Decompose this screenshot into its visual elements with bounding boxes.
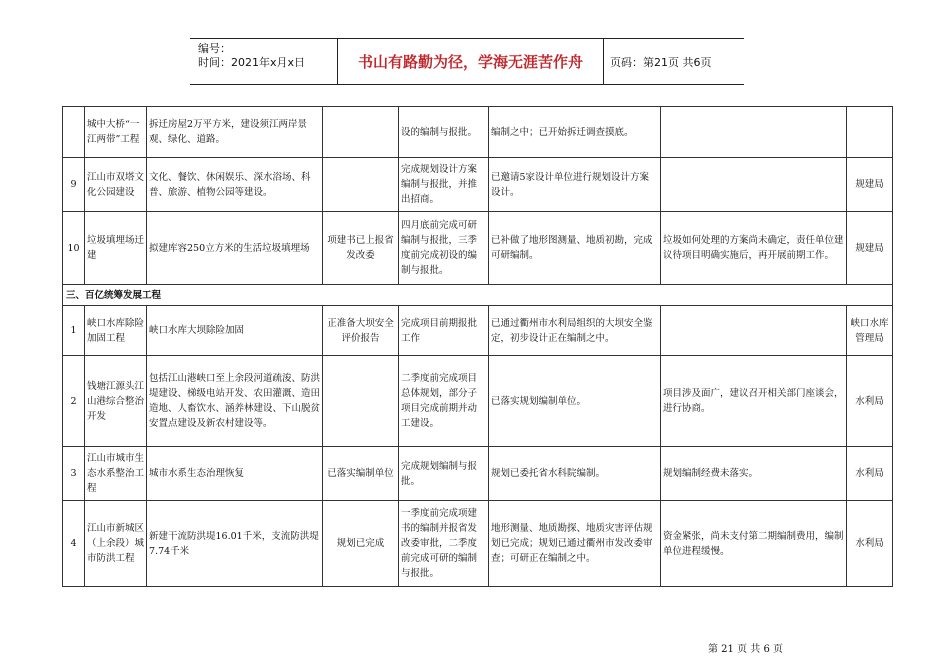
cell-content: 城市水系生态治理恢复 (147, 447, 323, 501)
cell-c8: 水利局 (847, 447, 893, 501)
project-table (62, 106, 893, 587)
header-motto: 书山有路勤为径，学海无涯苦作舟 (338, 39, 604, 84)
cell-c8: 峡口水库管理局 (847, 306, 893, 356)
cell-name: 钱塘江源头江山港综合整治开发 (85, 356, 147, 447)
cell-c4 (323, 107, 399, 158)
time-label: 时间：2021年x月x日 (198, 56, 306, 69)
cell-c7: 项目涉及面广，建议召开相关部门座谈会，进行协商。 (661, 356, 847, 447)
cell-c8: 水利局 (847, 356, 893, 447)
cell-no: 1 (63, 306, 85, 356)
cell-c6: 已落实规划编制单位。 (489, 356, 661, 447)
cell-c4: 正准备大坝安全评价报告 (323, 306, 399, 356)
table-row (63, 356, 893, 447)
header-meta (190, 39, 338, 84)
cell-c6: 已邀请5家设计单位进行规划设计方案设计。 (489, 158, 661, 212)
cell-c5: 一季度前完成项建书的编制并报省发改委审批，二季度前完成可研的编制与报批。 (399, 501, 489, 587)
cell-content: 新建干流防洪堤16.01千米，支流防洪堤7.74千米 (147, 501, 323, 587)
cell-c7 (661, 107, 847, 158)
cell-name: 江山市双塔文化公园建设 (85, 158, 147, 212)
cell-name: 峡口水库除险加固工程 (85, 306, 147, 356)
table-row (63, 501, 893, 587)
page-header (190, 38, 744, 85)
cell-c6: 地形测量、地质勘探、地质灾害评估规划已完成；规划已通过衢州市发改委审查；可研正在编制之中。 (489, 501, 661, 587)
cell-c5: 二季度前完成项目总体规划，部分子项目完成前期并动工建设。 (399, 356, 489, 447)
table-row (63, 306, 893, 356)
cell-content: 文化、餐饮、休闲娱乐、深水浴场、科普、旅游、植物公园等建设。 (147, 158, 323, 212)
cell-c5: 完成项目前期报批工作 (399, 306, 489, 356)
cell-name: 垃圾填埋场迁建 (85, 212, 147, 285)
table-row (63, 107, 893, 158)
cell-name: 江山市新城区（上余段）城市防洪工程 (85, 501, 147, 587)
table-row (63, 212, 893, 285)
number-label: 编号： (198, 42, 231, 55)
cell-c6: 编制之中；已开始拆迁调查摸底。 (489, 107, 661, 158)
cell-c5: 四月底前完成可研编制与报批，三季度前完成初设的编制与报批。 (399, 212, 489, 285)
cell-c6: 规划已委托省水科院编制。 (489, 447, 661, 501)
cell-c4: 规划已完成 (323, 501, 399, 587)
cell-c7: 垃圾如何处理的方案尚未确定，责任单位建议待项目明确实施后，再开展前期工作。 (661, 212, 847, 285)
page-footer: 第 21 页 共 6 页 (708, 644, 783, 655)
cell-c7 (661, 306, 847, 356)
cell-c5: 完成规划设计方案编制与报批，并推出招商。 (399, 158, 489, 212)
cell-no (63, 107, 85, 158)
table-row (63, 158, 893, 212)
cell-c5: 设的编制与报批。 (399, 107, 489, 158)
cell-c8: 规建局 (847, 212, 893, 285)
cell-c4 (323, 356, 399, 447)
cell-name: 城中大桥“一江两带”工程 (85, 107, 147, 158)
cell-content: 峡口水库大坝除险加固 (147, 306, 323, 356)
cell-c8 (847, 107, 893, 158)
cell-no: 4 (63, 501, 85, 587)
cell-c8: 规建局 (847, 158, 893, 212)
cell-content: 拟建库容250立方米的生活垃圾填埋场 (147, 212, 323, 285)
cell-no: 10 (63, 212, 85, 285)
cell-name: 江山市城市生态水系整治工程 (85, 447, 147, 501)
cell-no: 9 (63, 158, 85, 212)
cell-c4 (323, 158, 399, 212)
cell-c4: 已落实编制单位 (323, 447, 399, 501)
header-page-label: 页码：第21页 共6页 (610, 55, 712, 69)
cell-content: 包括江山港峡口至上余段河道疏浚、防洪堤建设、梯级电站开发、农田灌溉、造田造地、人畜饮水、涵养林建设、下山脱贫安置点建设及新农村建设等。 (147, 356, 323, 447)
cell-no: 2 (63, 356, 85, 447)
section-row (63, 285, 893, 306)
section-title: 三、百亿统筹发展工程 (63, 285, 893, 306)
cell-c8: 水利局 (847, 501, 893, 587)
cell-c6: 已通过衢州市水利局组织的大坝安全鉴定，初步设计正在编制之中。 (489, 306, 661, 356)
cell-c7 (661, 158, 847, 212)
cell-c6: 已补做了地形图测量、地质初勘，完成可研编制。 (489, 212, 661, 285)
cell-c5: 完成规划编制与报批。 (399, 447, 489, 501)
cell-c7: 资金紧张，尚未支付第二期编制费用，编制单位进程缓慢。 (661, 501, 847, 587)
table-row (63, 447, 893, 501)
cell-content: 拆迁房屋2万平方米，建设须江两岸景观、绿化、道路。 (147, 107, 323, 158)
cell-c7: 规划编制经费未落实。 (661, 447, 847, 501)
cell-no: 3 (63, 447, 85, 501)
cell-c4: 项建书已上报省发改委 (323, 212, 399, 285)
